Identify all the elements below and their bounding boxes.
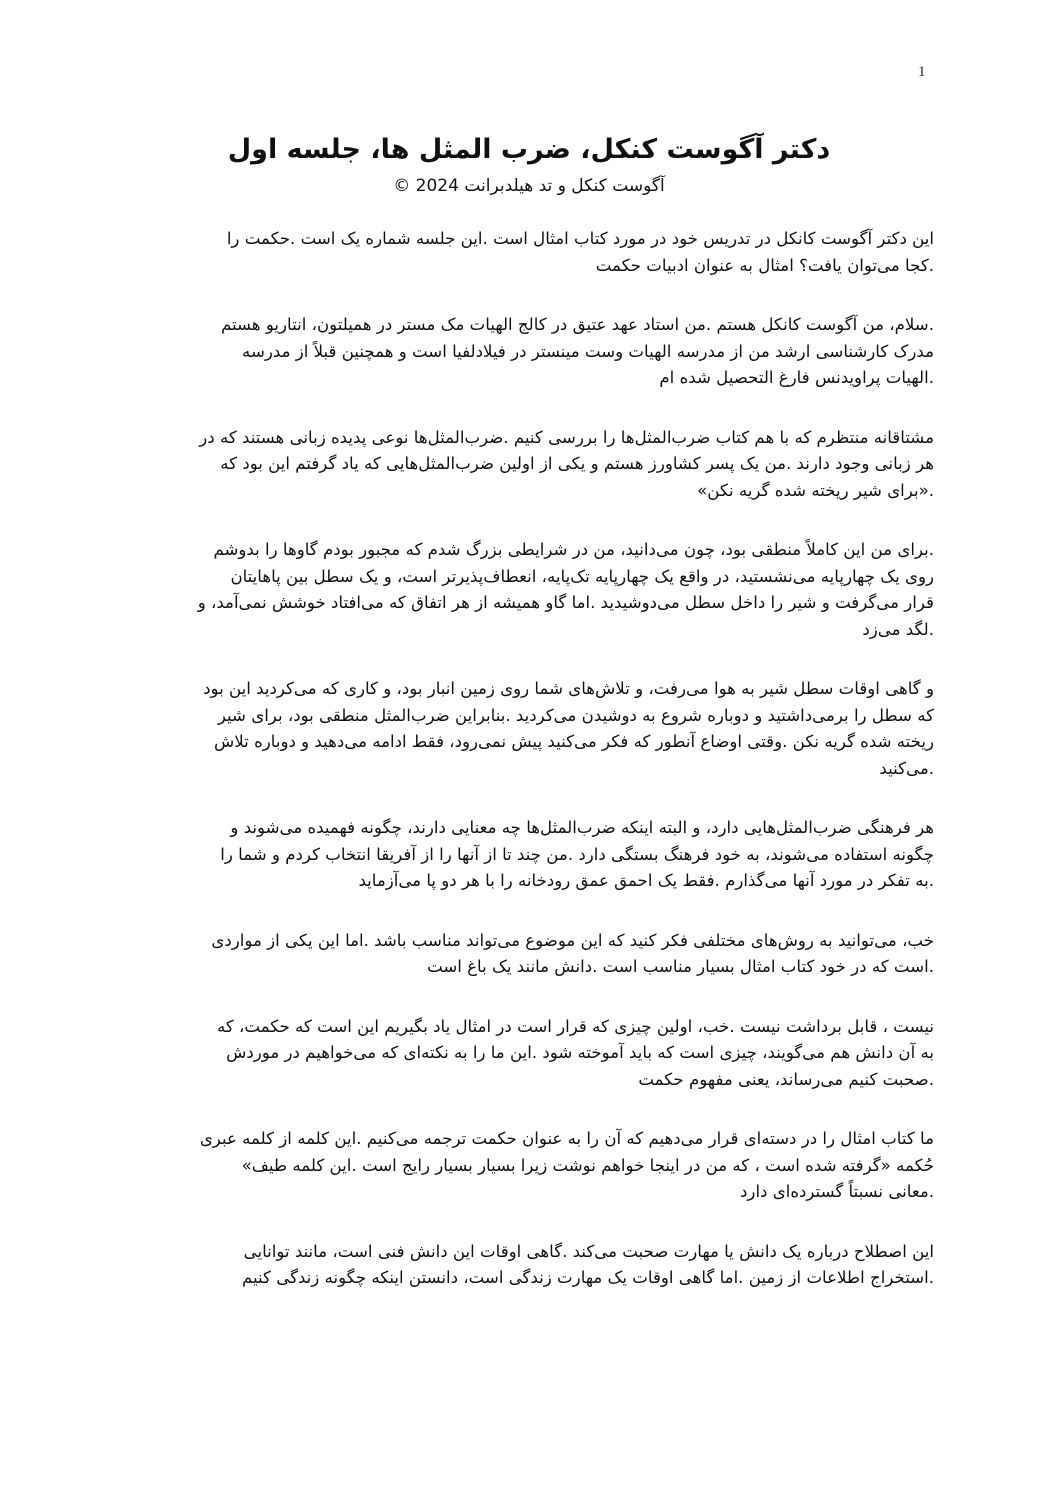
paragraph-line: هر فرهنگی ضرب‌المثل‌هایی دارد، و البته اینکه ضرب‌المثل‌ها چه معنایی دارند، چگونه فهمیده می‌شوند و [230, 818, 934, 837]
paragraph-line: .لگد می‌زد [862, 619, 934, 639]
paragraph-line: و گاهی اوقات سطل شیر به هوا می‌رفت، و تلاش‌های شما روی زمین انبار بود، و کاری که می‌کردید این بود [203, 679, 934, 698]
paragraph-line: .برای من این کاملاً منطقی بود، چون می‌دانید، من در شرایطی بزرگ شدم که مجبور بودم گاوها را بدوشم [213, 540, 934, 559]
paragraph-line: .معانی نسبتاً گسترده‌ای دارد [740, 1182, 934, 1201]
paragraph [126, 537, 934, 643]
paragraph-line: .به تفکر در مورد آنها می‌گذارم .فقط یک احمق عمق رودخانه را با هر دو پا می‌آزماید [358, 871, 934, 890]
paragraph-line: چگونه استفاده می‌شوند، به خود فرهنگ بستگی دارد .من چند تا از آنها را از آفریقا انتخاب کردم و شما را [220, 844, 934, 864]
paragraph-line: .استخراج اطلاعات از زمین .اما گاهی اوقات یک مهارت زندگی است، دانستن اینکه چگونه زندگی کنیم [242, 1268, 934, 1287]
paragraph-line: قرار می‌گرفت و شیر را داخل سطل می‌دوشیدید .اما گاو همیشه از هر اتفاق که می‌افتاد خوشش نمی‌آمد، و [197, 593, 934, 612]
paragraph-line: این دکتر آگوست کانکل در تدریس خود در مورد کتاب امثال است .این جلسه شماره یک است .حکمت را [226, 229, 934, 248]
paragraph-line: نیست ، قابل برداشت نیست .خب، اولین چیزی که قرار است در امثال یاد بگیریم این است که حکمت، که [216, 1016, 934, 1036]
paragraph-line: حُکمه «گرفته شده است ، که من در اینجا خواهم نوشت زیرا بسیار بسیار رایج است .این کلمه طیف» [241, 1155, 934, 1175]
document-body [126, 226, 934, 1325]
paragraph-line: .صحبت کنیم می‌رساند، یعنی مفهوم حکمت [638, 1069, 934, 1089]
paragraph [126, 676, 934, 782]
paragraph-line: هر زبانی وجود دارند .من یک پسر کشاورز هستم و یکی از اولین ضرب‌المثل‌هایی که یاد گرفتم این بود که [220, 454, 934, 473]
document-title: دکتر آگوست کنکل، ضرب المثل ها، جلسه اول [227, 134, 831, 165]
paragraph [126, 1239, 934, 1292]
paragraph-line: .«برای شیر ریخته شده گریه نکن» [697, 480, 934, 500]
paragraph-line: ریخته شده گریه نکن .وقتی اوضاع آنطور که فکر می‌کنید پیش نمی‌رود، فقط ادامه می‌دهید و دوباره تلاش [214, 732, 934, 751]
document-header [0, 128, 1058, 200]
paragraph-line: مدرک کارشناسی ارشد من از مدرسه الهیات وست مینستر در فیلادلفیا است و همچنین قبلاً از مدرسه [242, 341, 934, 361]
paragraph [126, 425, 934, 505]
paragraph [126, 1014, 934, 1094]
paragraph-line: .کجا می‌توان یافت؟ امثال به عنوان ادبیات حکمت [595, 255, 934, 275]
paragraph-line: خب، می‌توانید به روش‌های مختلفی فکر کنید که این موضوع می‌تواند مناسب باشد .اما این یکی از مواردی [211, 930, 934, 950]
paragraph-line: .می‌کنید [879, 758, 934, 778]
paragraph-line: مشتاقانه منتظرم که با هم کتاب ضرب‌المثل‌ها را بررسی کنیم .ضرب‌المثل‌ها نوعی پدیده زبانی هستند که در [199, 427, 934, 447]
paragraph [126, 312, 934, 392]
paragraph-line: ما کتاب امثال را در دسته‌ای قرار می‌دهیم که آن را به عنوان حکمت ترجمه می‌کنیم .این کلمه از کلمه عبری [199, 1129, 934, 1148]
paragraph [126, 928, 934, 981]
paragraph-line: روی یک چهارپایه می‌نشستید، در واقع یک چهارپایه تک‌پایه، انعطاف‌پذیرتر است، و یک سطل بین پاهایتان [230, 566, 934, 586]
paragraph-line: به آن دانش هم می‌گویند، چیزی است که باید آموخته شود .این ما را به نکته‌ای که می‌خواهیم در موردش [226, 1043, 934, 1062]
paragraph [126, 1126, 934, 1206]
paragraph-line: .است که در خود کتاب امثال بسیار مناسب است .دانش مانند یک باغ است [427, 957, 934, 976]
paragraph-line: .الهیات پراویدنس فارغ التحصیل شده ام [659, 368, 934, 387]
paragraph-line: که سطل را برمی‌داشتید و دوباره شروع به دوشیدن می‌کردید .بنابراین ضرب‌المثل منطقی بود، برای شیر [217, 705, 934, 725]
document-subtitle: آگوست کنکل و تد هیلدبرانت 2024 © [393, 176, 665, 196]
paragraph-line: این اصطلاح درباره یک دانش یا مهارت صحبت می‌کند .گاهی اوقات این دانش فنی است، مانند توانایی [243, 1241, 934, 1261]
paragraph-line: .سلام، من آگوست کانکل هستم .من استاد عهد عتیق در کالج الهیات مک مستر در همیلتون، انتاریو هستم [220, 315, 934, 334]
paragraph [126, 226, 934, 279]
paragraph [126, 815, 934, 895]
page-number: 1 [918, 64, 926, 80]
